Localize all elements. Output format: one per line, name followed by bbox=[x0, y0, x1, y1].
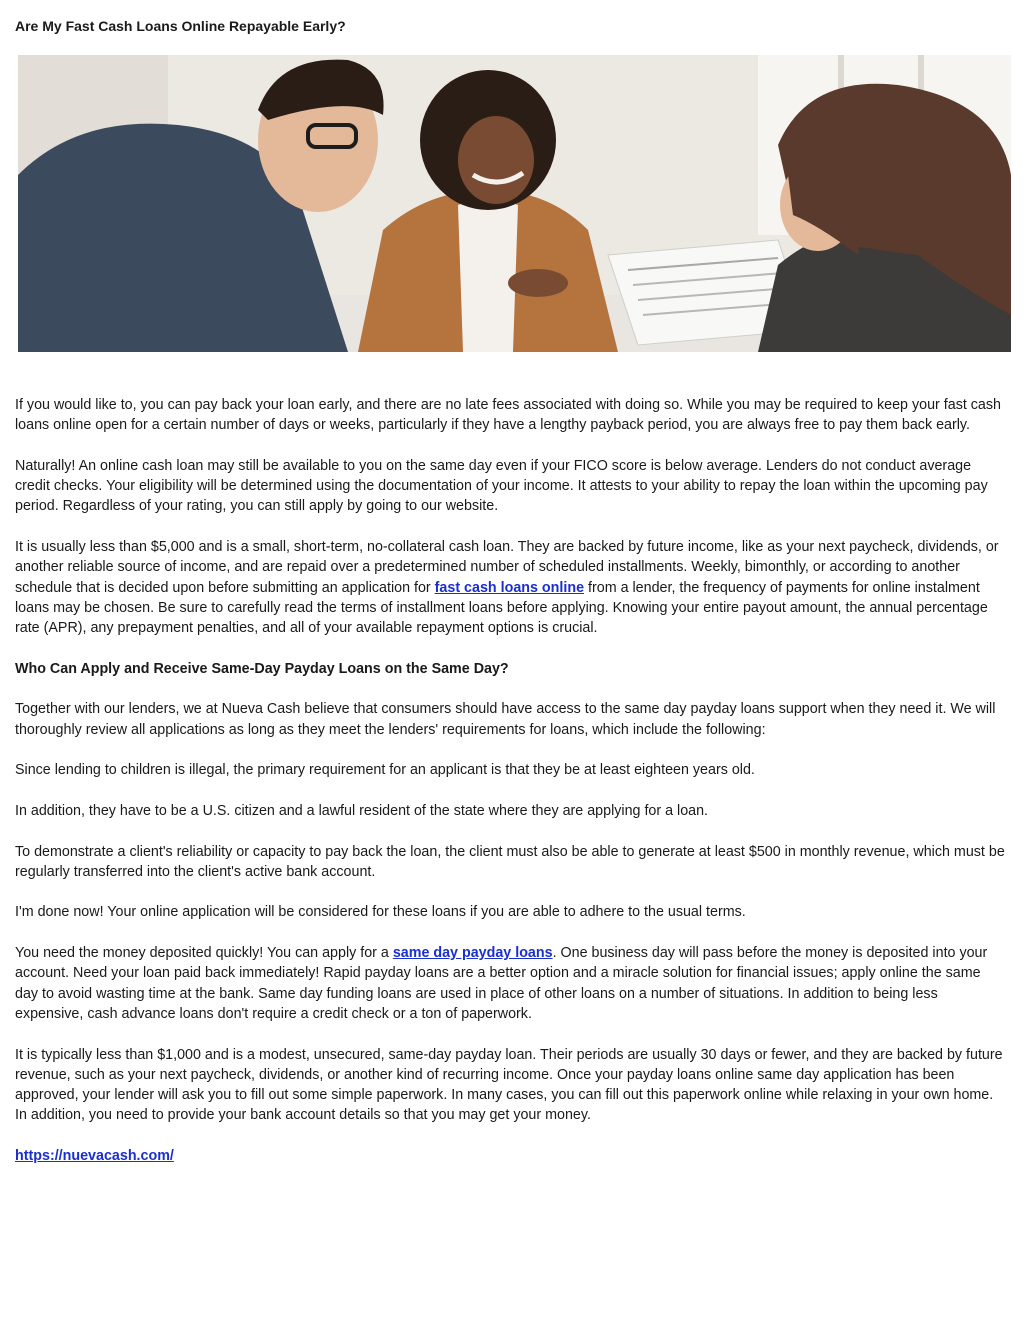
section-heading: Who Can Apply and Receive Same-Day Payday Loans on the Same Day? bbox=[15, 660, 509, 677]
paragraph bbox=[15, 943, 1005, 1024]
paragraph: It is typically less than $1,000 and is a modest, unsecured, same-day payday loan. Their periods are usually 30 days or fewer, and they are backed by future revenue, such as your next paycheck, dividends, or another kind of recurring income. Once your payday loans online same day application has been approved, your lender will ask you to fill out some simple paperwork. In many cases, you can fill out this paperwork online while relaxing in your own home. In addition, you need to provide your bank account details so that you may get your money. bbox=[15, 1046, 1003, 1124]
article-body bbox=[15, 395, 1005, 1187]
nuevacash-url-link[interactable]: https://nuevacash.com/ bbox=[15, 1147, 174, 1164]
page-title: Are My Fast Cash Loans Online Repayable Early? bbox=[15, 18, 346, 34]
paragraph: To demonstrate a client's reliability or capacity to pay back the loan, the client must also be able to generate at least $500 in monthly revenue, which must be regularly transferred into the client's active bank account. bbox=[15, 843, 1005, 880]
fast-cash-loans-link[interactable]: fast cash loans online bbox=[434, 579, 585, 596]
paragraph: I'm done now! Your online application will be considered for these loans if you are able to adhere to the usual terms. bbox=[15, 904, 746, 921]
paragraph: Since lending to children is illegal, the primary requirement for an applicant is that they be at least eighteen years old. bbox=[15, 762, 755, 779]
paragraph: Together with our lenders, we at Nueva Cash believe that consumers should have access to the same day payday loans support when they need it. We will thoroughly review all applications as long as they meet the lenders' requirements for loans, which include the following: bbox=[15, 701, 996, 738]
paragraph bbox=[15, 537, 1005, 638]
paragraph-text: You need the money deposited quickly! You can apply for a bbox=[15, 945, 393, 962]
same-day-payday-loans-link[interactable]: same day payday loans bbox=[392, 945, 553, 962]
paragraph: In addition, they have to be a U.S. citizen and a lawful resident of the state where they are applying for a loan. bbox=[15, 802, 709, 819]
paragraph-text: from a lender, the frequency of payments for online instalment loans may be chosen. Be sure to carefully read the terms of installment loans before applying. Knowing your entire payout amount, the annual percentage rate (APR), any prepayment penalties, and all of your available repayment options is crucial. bbox=[15, 579, 988, 637]
paragraph: Naturally! An online cash loan may still be available to you on the same day even if your FICO score is below average. Lenders do not conduct average credit checks. Your eligibility will be determined using the documentation of your income. It attests to your ability to repay the loan within the upcoming pay period. Regardless of your rating, you can still apply by going to our website. bbox=[15, 457, 988, 515]
paragraph-text: It is usually less than $5,000 and is a small, short-term, no-collateral cash loan. They are backed by future income, like as your next paycheck, dividends, or another reliable source of income, and are repaid over a predetermined number of scheduled installments. Weekly, bimonthly, or according to another schedule that is decided upon before submitting an application for bbox=[15, 539, 999, 596]
photo-icon bbox=[18, 55, 1011, 352]
url-paragraph bbox=[15, 1146, 1005, 1166]
paragraph-text: . One business day will pass before the money is deposited into your account. Need your loan paid back immediately! Rapid payday loans are a better option and a miracle solution for financial issues; apply online the same day to avoid wasting time at the bank. Same day funding loans are used in place of other loans on a number of situations. In addition to being less expensive, cash advance loans don't require a credit check or a ton of paperwork. bbox=[15, 945, 988, 1022]
photo-meeting-image bbox=[18, 55, 1011, 352]
paragraph: If you would like to, you can pay back your loan early, and there are no late fees associated with doing so. While you may be required to keep your fast cash loans online open for a certain number of days or weeks, particularly if they have a lengthy payback period, you are always free to pay them back early. bbox=[15, 397, 1001, 434]
